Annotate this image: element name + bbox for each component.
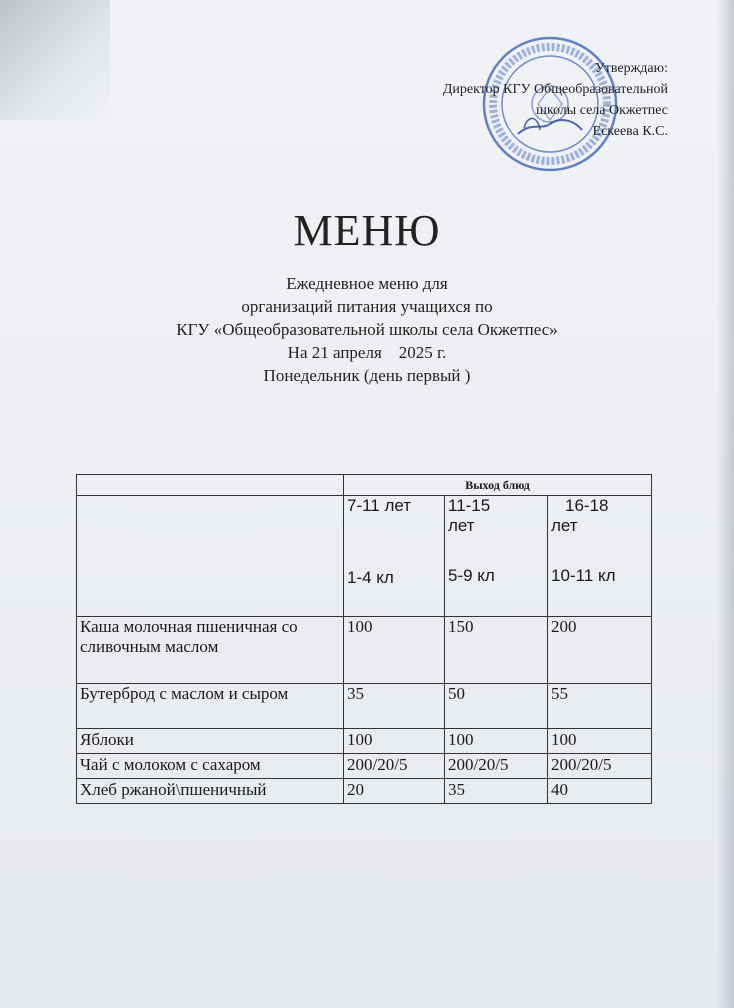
portion-16-18: 200	[548, 617, 652, 684]
portion-11-15: 35	[445, 779, 548, 804]
table-row	[77, 779, 652, 804]
page-title: МЕНЮ	[293, 206, 441, 255]
portion-16-18: 55	[548, 684, 652, 729]
menu-date-day: На 21 апреля	[287, 343, 382, 362]
menu-table	[76, 474, 652, 804]
age-group-3-age: 16-18	[565, 496, 609, 515]
menu-weekday: Понедельник (день первый )	[263, 366, 471, 385]
portion-7-11: 100	[344, 617, 445, 684]
dish-name: Бутерброд с маслом и сыром	[77, 684, 344, 729]
subtitle-line-1: Ежедневное меню для	[286, 274, 448, 293]
paper-edge-shadow	[716, 0, 734, 1008]
subtitle-line-2: организаций питания учащихся по	[241, 297, 493, 316]
portion-16-18: 100	[548, 729, 652, 754]
subtitle-block	[0, 272, 734, 387]
portion-16-18: 200/20/5	[548, 754, 652, 779]
header-blank-cell	[77, 475, 344, 496]
table-row	[77, 754, 652, 779]
dish-name: Каша молочная пшеничная со сливочным маслом	[77, 617, 344, 684]
dish-name: Чай с молоком с сахаром	[77, 754, 344, 779]
folded-corner	[0, 0, 110, 120]
portion-11-15: 100	[445, 729, 548, 754]
age-group-1-grade: 1-4 кл	[347, 568, 394, 587]
approval-label: Утверждаю:	[594, 61, 668, 76]
table-header-row	[77, 475, 652, 496]
approval-position: Директор КГУ Общеобразовательной	[442, 82, 668, 97]
table-row	[77, 617, 652, 684]
portion-7-11: 200/20/5	[344, 754, 445, 779]
table-row	[77, 684, 652, 729]
output-header: Выход блюд	[344, 475, 652, 496]
age-group-2-grade: 5-9 кл	[448, 566, 495, 585]
age-group-1-age: 7-11 лет	[347, 496, 412, 515]
age-group-2-age-unit: лет	[448, 516, 475, 535]
portion-11-15: 50	[445, 684, 548, 729]
age-blank-cell	[77, 496, 344, 617]
portion-11-15: 150	[445, 617, 548, 684]
portion-7-11: 20	[344, 779, 445, 804]
age-group-3	[548, 496, 652, 617]
age-group-2-age: 11-15	[448, 496, 491, 515]
table-row	[77, 729, 652, 754]
menu-date	[0, 341, 734, 364]
portion-7-11: 35	[344, 684, 445, 729]
dish-name: Хлеб ржаной\пшеничный	[77, 779, 344, 804]
dish-name: Яблоки	[77, 729, 344, 754]
portion-11-15: 200/20/5	[445, 754, 548, 779]
age-group-3-grade: 10-11 кл	[551, 566, 616, 585]
approval-signer: Ескеева К.С.	[592, 124, 668, 139]
subtitle-line-3: КГУ «Общеобразовательной школы села Окжетпес»	[176, 320, 558, 339]
age-group-1	[344, 496, 445, 617]
age-group-2	[445, 496, 548, 617]
portion-7-11: 100	[344, 729, 445, 754]
approval-block	[443, 58, 668, 142]
approval-school: школы села Окжетпес	[536, 103, 668, 118]
age-group-3-age-unit: лет	[551, 516, 578, 535]
menu-date-year: 2025 г.	[398, 343, 447, 362]
portion-16-18: 40	[548, 779, 652, 804]
age-group-row	[77, 496, 652, 617]
